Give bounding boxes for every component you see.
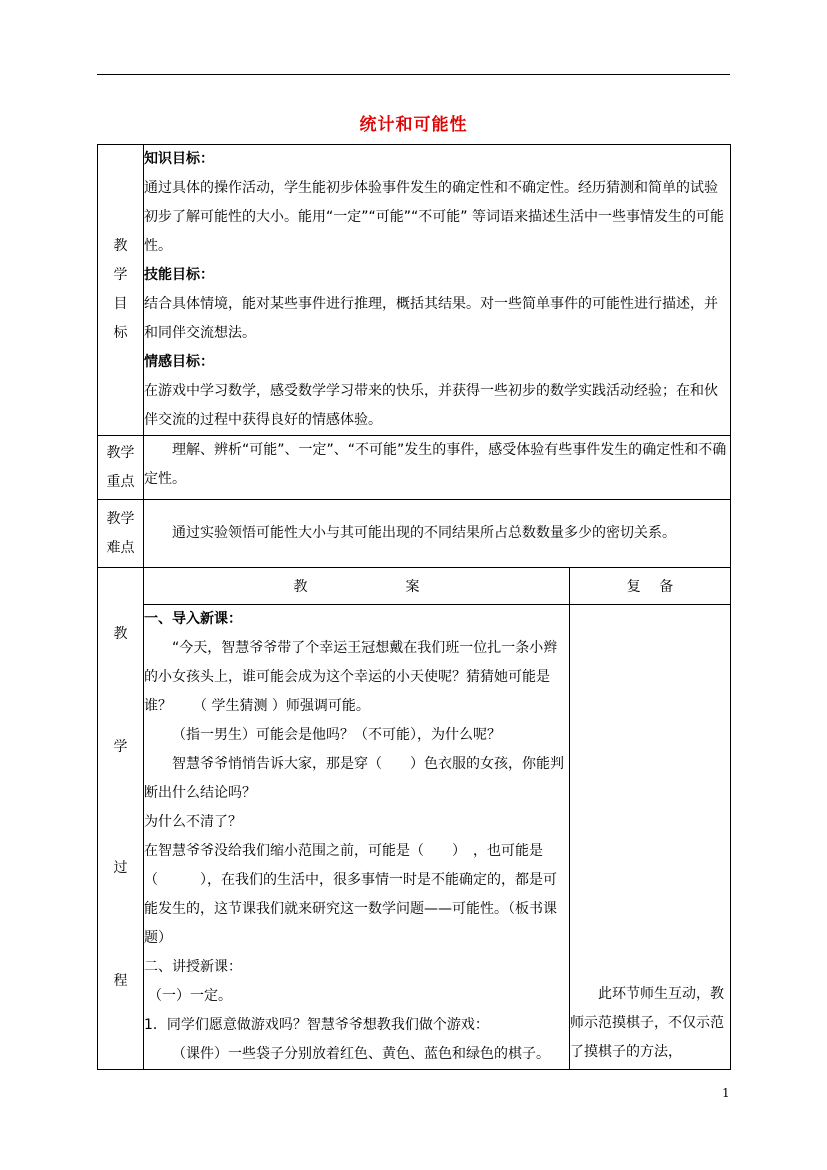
lesson-plan-table — [97, 144, 731, 1070]
prep-content — [570, 605, 731, 1070]
skill-text: 结合具体情境，能对某些事件进行推理，概括其结果。对一些简单事件的可能性进行描述，并和同伴交流想法。 — [144, 296, 718, 341]
plan-paragraph: “今天，智慧爷爷带了个幸运王冠想戴在我们班一位扎一条小辫的小女孩头上，谁可能会成为这个幸运的小天使呢？猜猜她可能是谁？ （ 学生猜测 ）师强调可能。 — [144, 640, 558, 714]
document-title: 统计和可能性 — [359, 115, 468, 135]
plan-column-header: 教 案 — [144, 568, 570, 605]
page-number: 1 — [722, 1086, 730, 1100]
objectives-row — [98, 145, 731, 436]
knowledge-text: 通过具体的操作活动，学生能初步体验事件发生的确定性和不确定性。经历猜测和简单的试验初步了解可能性的大小。能用“一定”“可能”“不可能” 等词语来描述生活中一些事情发生的可能性。 — [144, 180, 724, 254]
key-points-label: 教学 重点 — [98, 436, 144, 500]
emotion-text: 在游戏中学习数学，感受数学学习带来的快乐，并获得一些初步的数学实践活动经验；在和伙伴交流的过程中获得良好的情感体验。 — [144, 383, 718, 428]
prep-column-header: 复 备 — [570, 568, 731, 605]
plan-paragraph: 智慧爷爷悄悄告诉大家，那是穿（ ）色衣服的女孩，你能判断出什么结论吗？ — [144, 756, 564, 801]
emotion-heading: 情感目标： — [144, 354, 214, 370]
difficulties-row — [98, 500, 731, 568]
plan-content — [144, 605, 570, 1070]
plan-paragraph: 为什么不清了？ — [144, 814, 242, 830]
key-points-text: 理解、辨析“可能”、一定”、“不可能”发生的事件，感受体验有些事件发生的确定性和不确定性。 — [144, 442, 727, 487]
section-intro-heading: 一、导入新课： — [144, 611, 242, 627]
objectives-content — [144, 145, 731, 436]
difficulties-text: 通过实验领悟可能性大小与其可能出现的不同结果所占总数数量多少的密切关系。 — [172, 525, 676, 541]
section-new-lesson-heading: 二、讲授新课： — [144, 959, 242, 975]
process-header-row — [98, 568, 731, 605]
objectives-label: 教 学 目 标 — [98, 145, 144, 436]
difficulties-label: 教学 难点 — [98, 500, 144, 568]
knowledge-heading: 知识目标： — [144, 151, 214, 167]
key-points-row — [98, 436, 731, 500]
prep-note: 此环节师生互动，教师示范摸棋子，不仅示范了摸棋子的方法， — [570, 986, 724, 1060]
skill-heading: 技能目标： — [144, 267, 214, 283]
plan-paragraph: 在智慧爷爷没给我们缩小范围之前，可能是（ ） ，也可能是（ ），在我们的生活中，很多事情一时是不能确定的，都是可能发生的，这节课我们就来研究这一数学问题——可能性。（板书课题） — [144, 843, 557, 946]
header-rule — [97, 74, 730, 75]
plan-paragraph: （指一男生）可能会是他吗？（不可能），为什么呢？ — [172, 727, 501, 743]
process-body-row — [98, 605, 731, 1070]
plan-paragraph: 1．同学们愿意做游戏吗？智慧爷爷想教我们做个游戏： — [144, 1017, 489, 1033]
subsection-heading: （一）一定。 — [148, 988, 232, 1004]
plan-paragraph: （课件）一些袋子分别放着红色、黄色、蓝色和绿色的棋子。 — [172, 1046, 550, 1062]
key-points-content — [144, 436, 731, 500]
difficulties-content — [144, 500, 731, 568]
process-label: 教 学 过 程 — [98, 568, 144, 1070]
